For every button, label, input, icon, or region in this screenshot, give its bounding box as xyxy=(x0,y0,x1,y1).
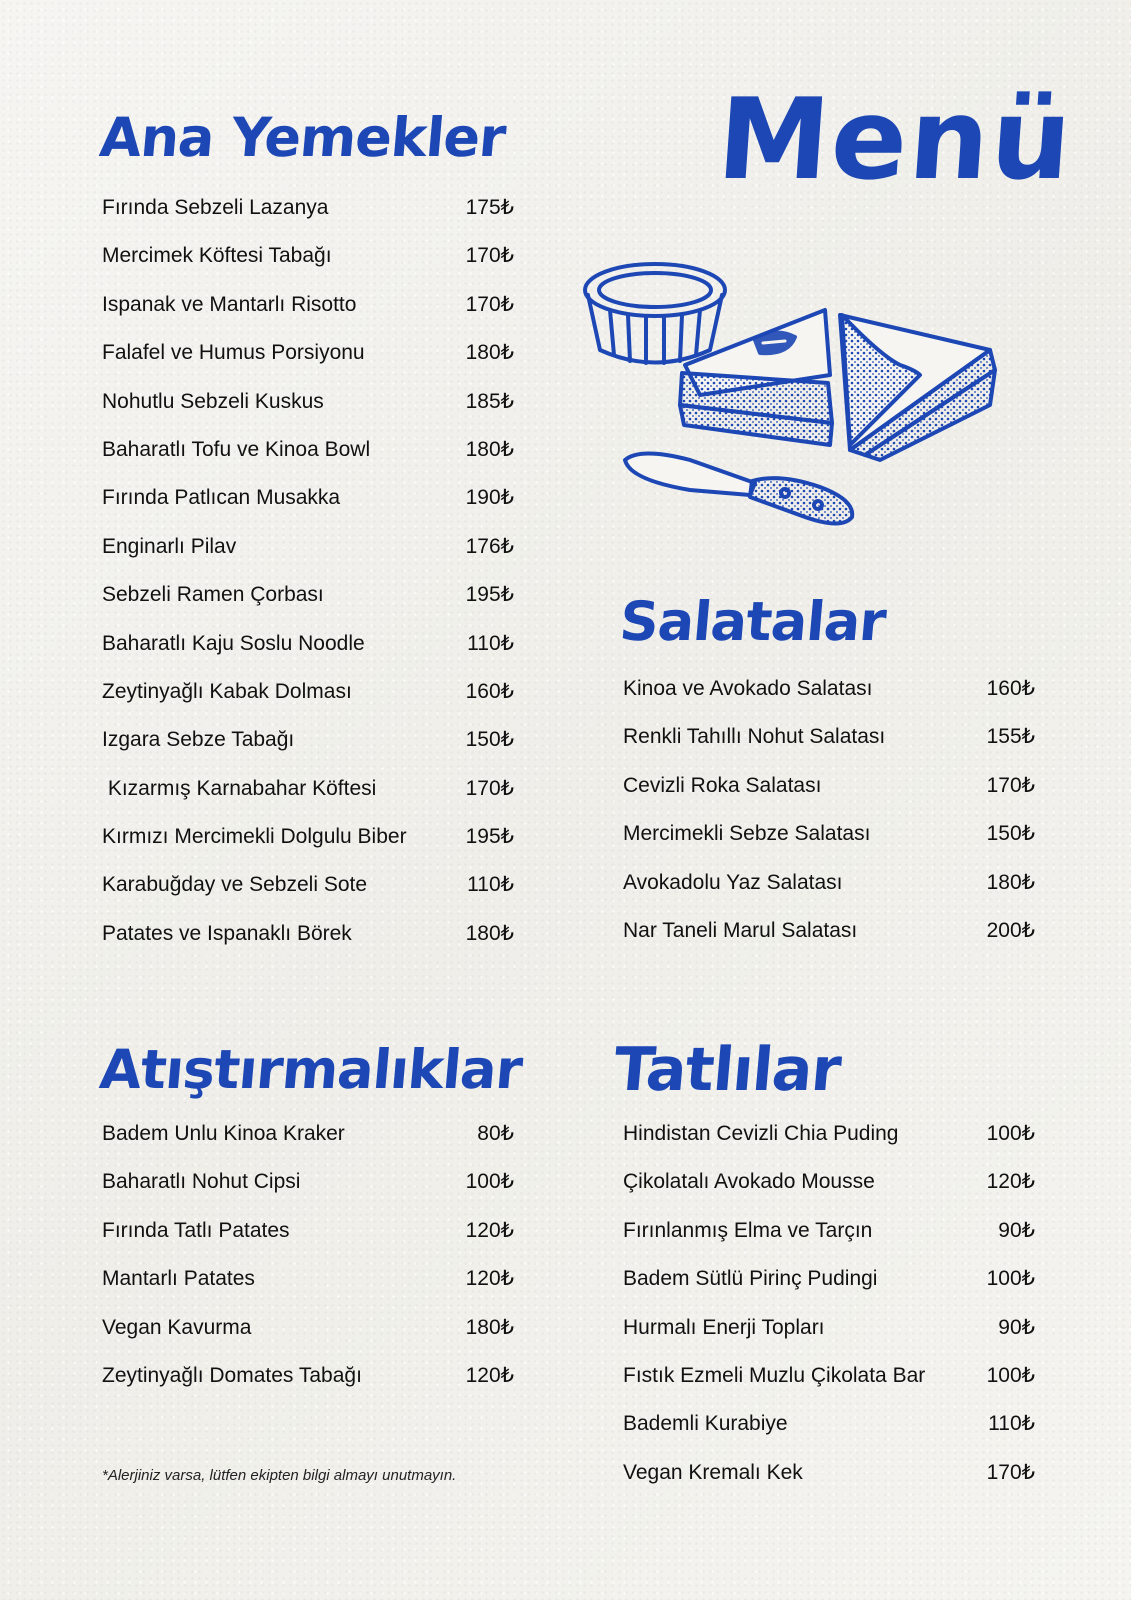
menu-item xyxy=(102,338,514,386)
menu-item xyxy=(102,919,514,967)
menu-item-price: 150₺ xyxy=(986,822,1035,846)
menu-item-price: 170₺ xyxy=(465,292,514,316)
menu-item-name: Baharatlı Kaju Soslu Noodle xyxy=(102,631,365,655)
menu-item-name: Badem Unlu Kinoa Kraker xyxy=(102,1122,345,1145)
menu-item-name: Ispanak ve Mantarlı Risotto xyxy=(102,292,357,316)
menu-title: Menü xyxy=(713,75,1078,205)
menu-item xyxy=(102,1119,514,1167)
menu-item xyxy=(102,870,514,918)
menu-item-price: 180₺ xyxy=(465,437,514,461)
menu-item-name: Avokadolu Yaz Salatası xyxy=(623,870,843,894)
menu-item xyxy=(623,1409,1035,1457)
menu-item xyxy=(623,722,1035,770)
menu-item-price: 110₺ xyxy=(467,631,514,655)
menu-item xyxy=(623,819,1035,867)
menu-item-price: 176₺ xyxy=(465,534,514,558)
menu-list-tatlilar xyxy=(623,1119,1035,1506)
menu-item-name: Izgara Sebze Tabağı xyxy=(102,728,295,752)
menu-item-name: Fırında Tatlı Patates xyxy=(102,1218,290,1242)
menu-item xyxy=(623,1264,1035,1312)
menu-item-price: 180₺ xyxy=(986,870,1035,894)
menu-item xyxy=(102,822,514,870)
menu-item xyxy=(102,725,514,773)
menu-item-name: Hurmalı Enerji Topları xyxy=(623,1315,825,1339)
menu-item-name: Bademli Kurabiye xyxy=(623,1412,788,1436)
menu-item-name: Renkli Tahıllı Nohut Salatası xyxy=(623,725,886,749)
menu-item-price: 110₺ xyxy=(988,1412,1035,1436)
section-title-salatalar: Salatalar xyxy=(617,590,888,653)
menu-item-name: Fırında Sebzeli Lazanya xyxy=(102,196,329,219)
menu-item-price: 180₺ xyxy=(465,341,514,365)
menu-item-price: 100₺ xyxy=(986,1122,1035,1145)
menu-item-name: Patates ve Ispanaklı Börek xyxy=(102,921,352,945)
menu-item-name: Çikolatalı Avokado Mousse xyxy=(623,1170,875,1194)
menu-item-name: Vegan Kremalı Kek xyxy=(623,1460,803,1484)
menu-item xyxy=(623,1458,1035,1506)
menu-item-name: Mercimek Köftesi Tabağı xyxy=(102,244,332,268)
menu-item-name: Vegan Kavurma xyxy=(102,1315,252,1339)
menu-item xyxy=(102,193,514,241)
menu-item-name: Fırınlanmış Elma ve Tarçın xyxy=(623,1218,873,1242)
menu-item-price: 200₺ xyxy=(986,918,1035,942)
section-title-atistirmaliklar: Atıştırmalıklar xyxy=(97,1038,525,1101)
menu-item-price: 100₺ xyxy=(465,1170,514,1194)
menu-item-price: 160₺ xyxy=(986,677,1035,700)
menu-item xyxy=(623,674,1035,722)
menu-item xyxy=(102,241,514,289)
menu-item-price: 155₺ xyxy=(986,725,1035,749)
menu-item-name: Nar Taneli Marul Salatası xyxy=(623,918,858,942)
menu-item-name: Fırında Patlıcan Musakka xyxy=(102,486,341,510)
menu-item-price: 100₺ xyxy=(986,1363,1035,1387)
menu-list-ana-yemekler xyxy=(102,193,514,967)
ramekin-icon xyxy=(585,264,725,363)
menu-item xyxy=(102,290,514,338)
menu-item-price: 170₺ xyxy=(465,776,514,800)
menu-item-price: 90₺ xyxy=(998,1218,1035,1242)
butter-knife-icon xyxy=(625,454,852,524)
menu-item xyxy=(102,580,514,628)
menu-item xyxy=(102,532,514,580)
menu-item-name: Hindistan Cevizli Chia Puding xyxy=(623,1122,899,1145)
menu-item-price: 110₺ xyxy=(467,873,514,897)
menu-item-name: Nohutlu Sebzeli Kuskus xyxy=(102,389,324,413)
menu-item xyxy=(102,1361,514,1409)
menu-item-name: Mercimekli Sebze Salatası xyxy=(623,822,871,846)
menu-item xyxy=(623,1313,1035,1361)
menu-item-price: 170₺ xyxy=(986,1460,1035,1484)
menu-item-name: Karabuğday ve Sebzeli Sote xyxy=(102,873,368,897)
menu-item-name: Baharatlı Tofu ve Kinoa Bowl xyxy=(102,437,371,461)
menu-item xyxy=(102,435,514,483)
menu-item-price: 180₺ xyxy=(465,921,514,945)
menu-item-name: Kinoa ve Avokado Salatası xyxy=(623,677,873,700)
menu-item xyxy=(623,1119,1035,1167)
menu-item xyxy=(102,629,514,677)
menu-item-price: 170₺ xyxy=(465,244,514,268)
menu-item-price: 150₺ xyxy=(465,728,514,752)
menu-item-price: 160₺ xyxy=(465,679,514,703)
section-title-ana-yemekler: Ana Yemekler xyxy=(97,106,508,169)
menu-item-name: Fıstık Ezmeli Muzlu Çikolata Bar xyxy=(623,1363,926,1387)
menu-item xyxy=(102,1216,514,1264)
menu-item-price: 80₺ xyxy=(477,1122,514,1145)
menu-item-name: Falafel ve Humus Porsiyonu xyxy=(102,341,365,365)
menu-item xyxy=(102,483,514,531)
menu-item-price: 180₺ xyxy=(465,1315,514,1339)
menu-item xyxy=(623,868,1035,916)
allergy-note: *Alerjiniz varsa, lütfen ekipten bilgi almayı unutmayın. xyxy=(102,1467,457,1484)
menu-item-name: Cevizli Roka Salatası xyxy=(623,773,822,797)
menu-item-price: 175₺ xyxy=(465,196,514,219)
toast-slice-icon xyxy=(680,310,832,445)
menu-item-name: Sebzeli Ramen Çorbası xyxy=(102,583,324,607)
menu-item-price: 120₺ xyxy=(465,1267,514,1291)
menu-item xyxy=(623,916,1035,964)
menu-item xyxy=(102,774,514,822)
menu-list-atistirmaliklar xyxy=(102,1119,514,1409)
menu-item-name: Kırmızı Mercimekli Dolgulu Biber xyxy=(102,825,407,849)
menu-item xyxy=(623,1216,1035,1264)
menu-item-price: 120₺ xyxy=(465,1363,514,1387)
menu-item-price: 120₺ xyxy=(986,1170,1035,1194)
menu-item-name: Enginarlı Pilav xyxy=(102,534,237,558)
menu-item xyxy=(623,1167,1035,1215)
toast-illustration xyxy=(580,255,1020,555)
menu-item-price: 195₺ xyxy=(465,583,514,607)
menu-item-price: 185₺ xyxy=(465,389,514,413)
menu-item-name: Mantarlı Patates xyxy=(102,1267,255,1291)
menu-item-name: Baharatlı Nohut Cipsi xyxy=(102,1170,301,1194)
menu-item xyxy=(102,1313,514,1361)
menu-item xyxy=(623,771,1035,819)
menu-item xyxy=(102,1167,514,1215)
menu-item-name: Zeytinyağlı Domates Tabağı xyxy=(102,1363,362,1387)
section-title-tatlilar: Tatlılar xyxy=(610,1035,844,1105)
menu-item-price: 100₺ xyxy=(986,1267,1035,1291)
menu-item-name: Zeytinyağlı Kabak Dolması xyxy=(102,679,352,703)
menu-item xyxy=(102,1264,514,1312)
menu-item-name: Kızarmış Karnabahar Köftesi xyxy=(102,776,377,800)
menu-item xyxy=(623,1361,1035,1409)
menu-item-price: 195₺ xyxy=(465,825,514,849)
toast-half-icon xyxy=(840,315,995,460)
menu-item-price: 170₺ xyxy=(986,773,1035,797)
menu-item-name: Badem Sütlü Pirinç Pudingi xyxy=(623,1267,878,1291)
menu-item xyxy=(102,677,514,725)
menu-item-price: 90₺ xyxy=(998,1315,1035,1339)
menu-list-salatalar xyxy=(623,674,1035,964)
menu-item-price: 190₺ xyxy=(465,486,514,510)
menu-item xyxy=(102,387,514,435)
menu-item-price: 120₺ xyxy=(465,1218,514,1242)
